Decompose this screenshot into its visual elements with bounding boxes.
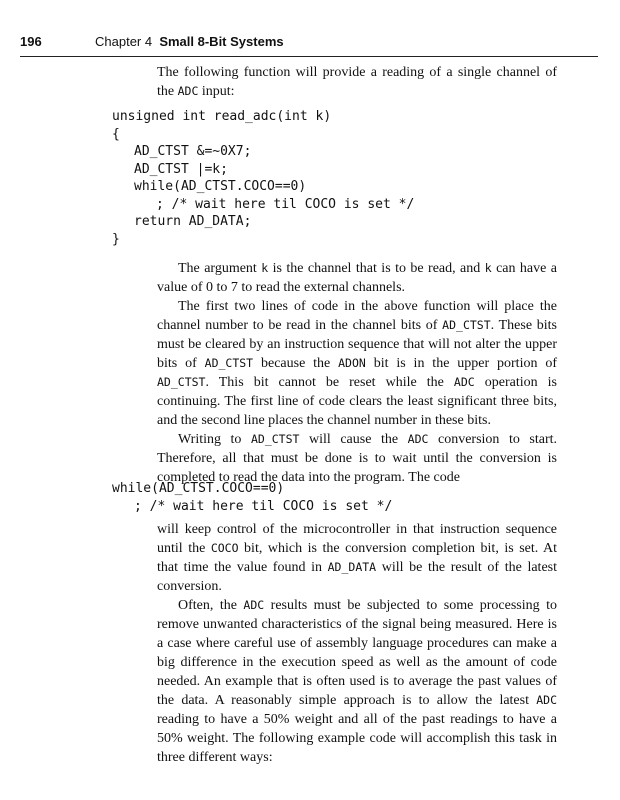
- paragraph-argument: The argument k is the channel that is to be read, and k can have a value of 0 to 7 to read the external channels.: [157, 261, 557, 295]
- code-line: AD_CTST |=k;: [134, 161, 228, 177]
- code-line: while(AD_CTST.COCO==0): [112, 481, 285, 496]
- code-block-wait: [112, 480, 392, 515]
- paragraph-first-two-lines: The first two lines of code in the above function will place the channel number to be read in the channel bits of AD_CTST. These bits must be cleared by an instruction sequence that will not alter the upper bits of AD_CTST because the ADON bit is in the upper portion of AD_CTST. This bit cannot be reset while the ADC operation is continuing. The first line of code clears the least significant three bits, and the second line places the channel number in these bits.: [157, 299, 557, 428]
- inline-code: ADC: [177, 84, 199, 98]
- code-line: return AD_DATA;: [134, 214, 252, 229]
- chapter-heading: [95, 34, 284, 49]
- closing-block: [157, 520, 557, 767]
- paragraph-keep-control: will keep control of the microcontroller in that instruction sequence until the COCO bit, which is the conversion completion bit, is set. At that time the value found in AD_DATA will be the result of the latest conversion.: [157, 522, 557, 594]
- code-line: ; /* wait here til COCO is set */: [156, 196, 415, 212]
- code-line: while(AD_CTST.COCO==0): [134, 179, 307, 194]
- intro-paragraph: The following function will provide a reading of a single channel of the ADC input:: [157, 65, 557, 99]
- intro-paragraph-block: [157, 63, 557, 101]
- code-line: ; /* wait here til COCO is set */: [134, 498, 393, 514]
- page-number: 196: [20, 34, 42, 49]
- code-line: {: [112, 126, 120, 142]
- code-line: unsigned int read_adc(int k): [112, 109, 332, 124]
- code-block-read-adc: [112, 108, 414, 248]
- running-header: [20, 32, 598, 57]
- code-line: AD_CTST &=~0X7;: [134, 144, 252, 159]
- explanation-block: [157, 259, 557, 487]
- chapter-title: Small 8-Bit Systems: [159, 34, 284, 49]
- paragraph-writing: Writing to AD_CTST will cause the ADC conversion to start. Therefore, all that must be done is to wait until the conversion is completed to read the data into the program. The code: [157, 432, 557, 485]
- code-line: }: [112, 231, 120, 247]
- chapter-label: Chapter 4: [95, 34, 153, 49]
- paragraph-often: Often, the ADC results must be subjected to some processing to remove unwanted characteristics of the signal being measured. Here is a case where careful use of assembly language procedures can make a big difference in the execution speed as well as the amount of code needed. An example that is often used is to average the past values of the data. A reasonably simple approach is to allow the latest ADC reading to have a 50% weight and all of the past readings to have a 50% weight. The following example code will accomplish this task in three different ways:: [157, 598, 557, 765]
